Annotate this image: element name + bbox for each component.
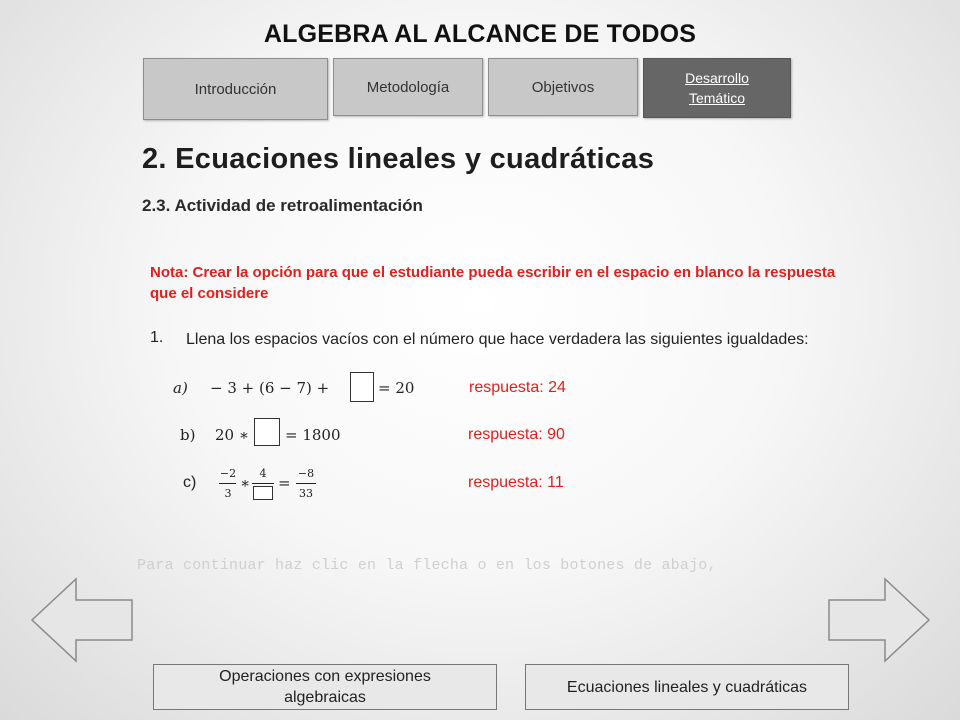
exercise-a-right: = 20 — [378, 379, 415, 397]
exercise-c-label: c) — [183, 474, 197, 491]
nav-objectives-label: Objetivos — [531, 78, 595, 96]
exercise-b-label: b) — [180, 426, 196, 444]
arrow-right-icon[interactable] — [826, 577, 931, 663]
exercise-c-denominator-1: 3 — [224, 487, 232, 500]
exercise-a-answer: respuesta: 24 — [469, 379, 566, 396]
prev-topic-label: Operaciones con expresiones algebraicas — [219, 668, 431, 706]
section-title: 2. Ecuaciones lineales y cuadráticas — [142, 143, 655, 175]
nav-development-label: Desarrollo Temático — [685, 70, 749, 106]
exercise-c-numerator-1: −2 — [219, 467, 237, 480]
nav-method-label: Metodología — [366, 78, 450, 96]
note-text: Nota: Crear la opción para que el estudiante pueda escribir en el espacio en blanco la respuesta que el considere — [150, 264, 836, 302]
subsection-title: 2.3. Actividad de retroalimentación — [142, 196, 423, 215]
nav-objectives-button[interactable] — [488, 58, 638, 116]
nav-intro-button[interactable] — [143, 58, 328, 120]
nav-method-button[interactable] — [333, 58, 483, 116]
exercise-a-left: − 3 + (6 − 7) + — [210, 379, 330, 397]
exercise-c-numerator-3: −8 — [297, 467, 315, 480]
exercise-b-answer: respuesta: 90 — [468, 426, 565, 443]
page-title: ALGEBRA AL ALCANCE DE TODOS — [263, 20, 697, 48]
prev-topic-button[interactable] — [153, 664, 497, 710]
continue-hint: Para continuar haz clic en la flecha o en los botones de abajo, — [137, 557, 717, 574]
exercise-c-answer: respuesta: 11 — [468, 474, 564, 491]
arrow-left-icon[interactable] — [30, 577, 135, 663]
exercise-c-input[interactable] — [253, 486, 273, 500]
exercise-b-right: = 1800 — [285, 426, 341, 444]
exercise-c-numerator-2: 4 — [259, 467, 267, 480]
next-topic-button[interactable] — [525, 664, 849, 710]
exercise-c-denominator-3: 33 — [299, 487, 313, 500]
instruction-text: Llena los espacios vacíos con el número que hace verdadera las siguientes igualdades: — [186, 331, 809, 348]
next-topic-label: Ecuaciones lineales y cuadráticas — [566, 678, 808, 696]
exercise-b-left: 20 ∗ — [215, 426, 250, 444]
exercise-c-fraction-bar-1 — [219, 483, 236, 484]
nav-development-button[interactable] — [643, 58, 791, 118]
exercise-a-label: a) — [173, 379, 188, 397]
instruction-number: 1. — [150, 329, 164, 346]
exercise-b-input[interactable] — [254, 418, 280, 446]
nav-intro-label: Introducción — [194, 80, 277, 98]
exercise-a-input[interactable] — [350, 372, 374, 402]
exercise-c-equals: = — [278, 474, 291, 492]
exercise-c-fraction-bar-3 — [296, 483, 316, 484]
exercise-c-fraction-bar-2 — [252, 483, 274, 484]
exercise-c-operator: ∗ — [240, 474, 251, 492]
